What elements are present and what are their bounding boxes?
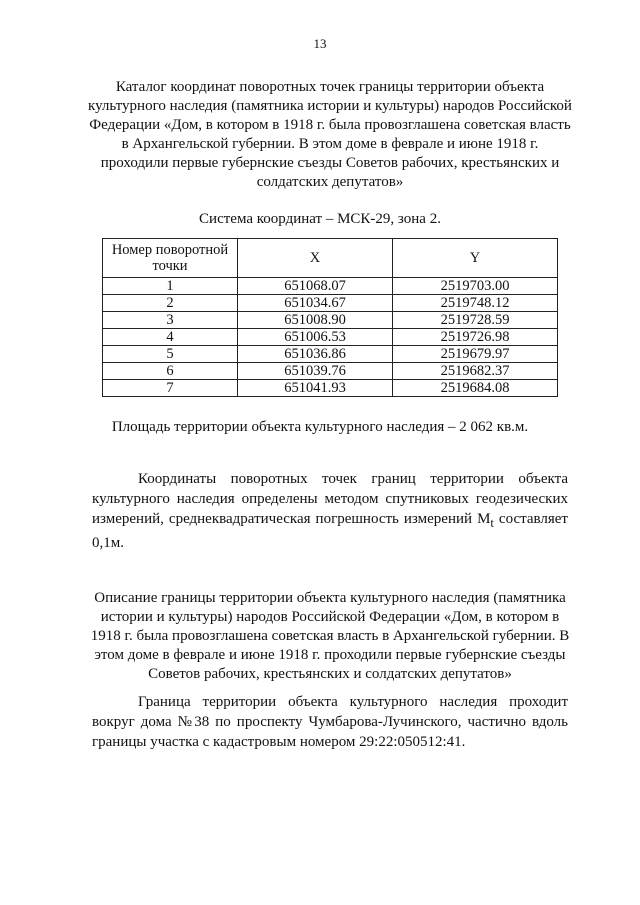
x-cell: 651034.67	[238, 295, 393, 312]
table-row	[103, 295, 558, 312]
y-cell: 2519726.98	[393, 329, 558, 346]
coordinates-table	[102, 238, 558, 397]
x-cell: 651008.90	[238, 312, 393, 329]
point-number-cell: 5	[103, 346, 238, 363]
y-cell: 2519748.12	[393, 295, 558, 312]
point-number-cell: 3	[103, 312, 238, 329]
y-cell: 2519679.97	[393, 346, 558, 363]
table-row	[103, 346, 558, 363]
header-y: Y	[393, 239, 558, 278]
point-number-cell: 6	[103, 363, 238, 380]
page-number: 13	[313, 36, 327, 51]
measurement-subscript: t	[490, 516, 494, 530]
x-cell: 651039.76	[238, 363, 393, 380]
table-row	[103, 380, 558, 397]
coordinates-method-text-end: составляет 0,1м.	[92, 511, 568, 551]
x-cell: 651068.07	[238, 278, 393, 295]
x-cell: 651036.86	[238, 346, 393, 363]
y-cell: 2519682.37	[393, 363, 558, 380]
coordinates-method-text: Координаты поворотных точек границ территории объекта культурного наследия определены методом спутниковых геодезических измерений, среднеквадратическая погрешность измерений M	[92, 471, 568, 527]
point-number-cell: 2	[103, 295, 238, 312]
header-point-number: Номер поворотной точки	[103, 239, 238, 278]
header-x: X	[238, 239, 393, 278]
table-row	[103, 329, 558, 346]
boundary-description-title: Описание границы территории объекта культурного наследия (памятника истории и культуры) народов Российской Федерации «Дом, в котором в 1918 г. была провозглашена советская власть в Архангельской губернии. В этом доме в феврале и июне 1918 г. проходили первые губернские съезды Советов рабочих, крестьянских и солдатских депутатов»	[90, 590, 570, 682]
x-cell: 651041.93	[238, 380, 393, 397]
y-cell: 2519684.08	[393, 380, 558, 397]
table-row	[103, 363, 558, 380]
table-row	[103, 312, 558, 329]
table-header-row	[103, 239, 558, 278]
x-cell: 651006.53	[238, 329, 393, 346]
area-statement: Площадь территории объекта культурного наследия – 2 062 кв.м.	[111, 419, 529, 435]
table-row	[103, 278, 558, 295]
y-cell: 2519728.59	[393, 312, 558, 329]
coordinates-method-paragraph	[92, 469, 568, 553]
point-number-cell: 1	[103, 278, 238, 295]
y-cell: 2519703.00	[393, 278, 558, 295]
catalog-title: Каталог координат поворотных точек границы территории объекта культурного наследия (памятника истории и культуры) народов Российской Федерации «Дом, в котором в 1918 г. была провозглашена советская власть в Архангельской губернии. В этом доме в феврале и июне 1918 г. проходили первые губернские съезды Советов рабочих, крестьянских и солдатских депутатов»	[88, 79, 572, 190]
boundary-paragraph: Граница территории объекта культурного наследия проходит вокруг дома №38 по проспекту Чумбарова-Лучинского, частично вдоль границы участка с кадастровым номером 29:22:050512:41.	[92, 694, 568, 750]
point-number-cell: 7	[103, 380, 238, 397]
point-number-cell: 4	[103, 329, 238, 346]
coordinate-system: Система координат – МСК-29, зона 2.	[199, 211, 441, 227]
